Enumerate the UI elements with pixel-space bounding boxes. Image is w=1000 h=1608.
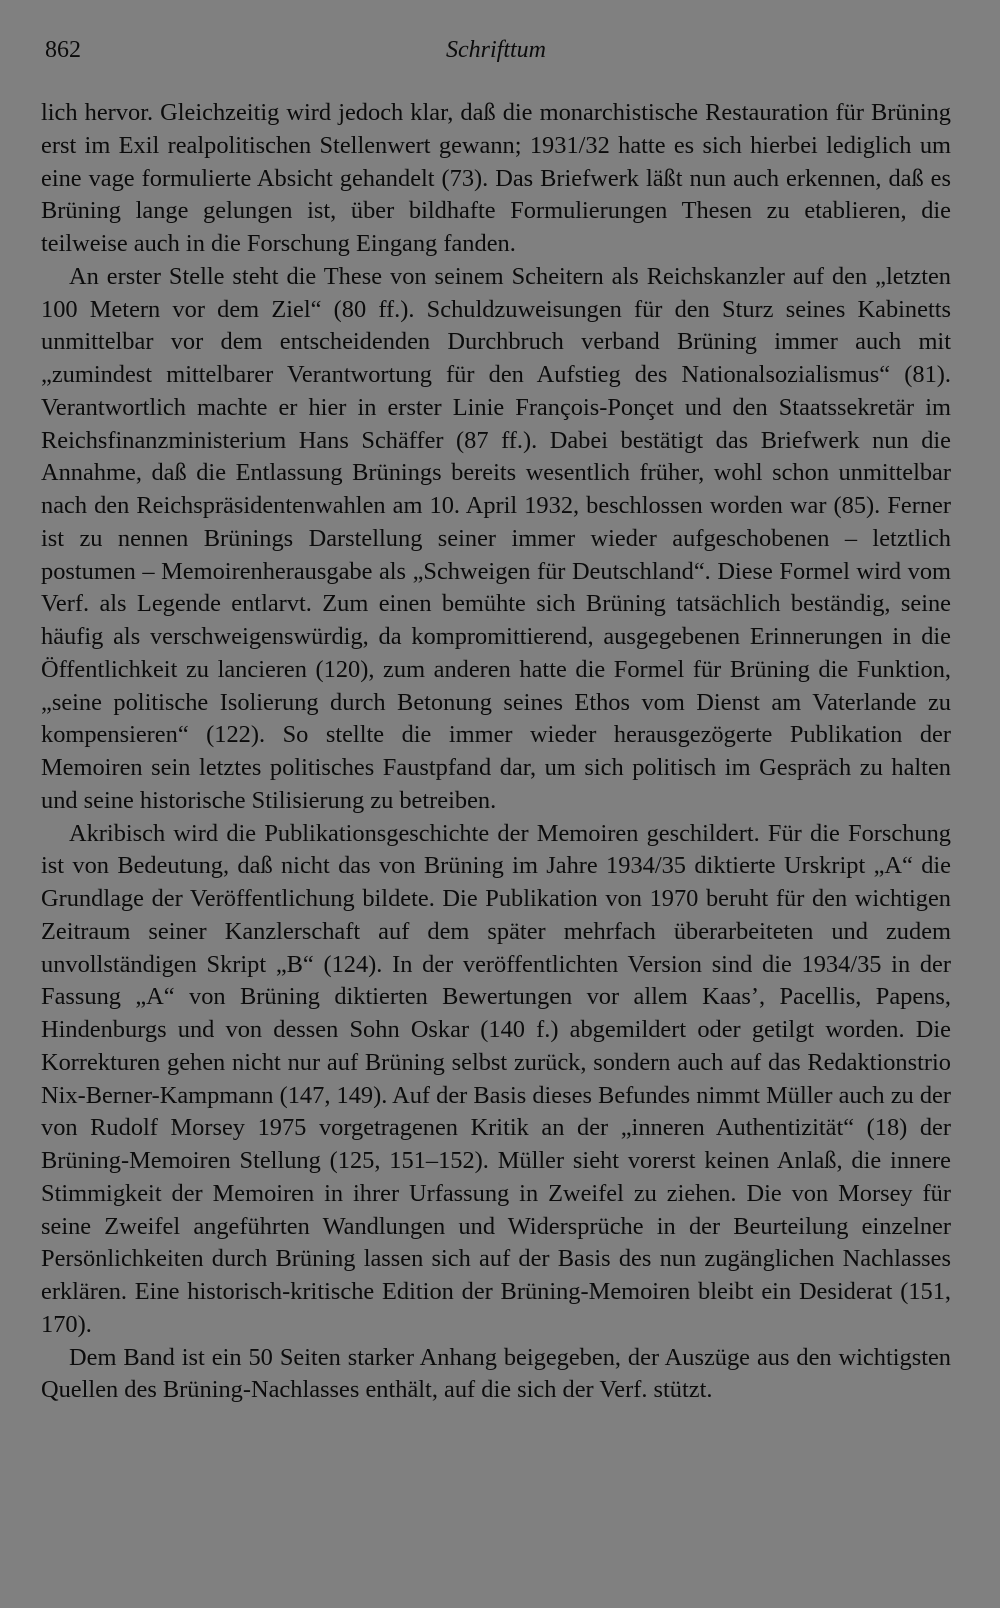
paragraph: Dem Band ist ein 50 Seiten starker Anhang beigegeben, der Auszüge aus den wichtigsten Quellen des Brüning-Nachlasses enthält, auf die sich der Verf. stützt. (41, 1343, 951, 1404)
running-title: Schrifttum (446, 37, 546, 63)
paragraph: Akribisch wird die Publikationsgeschichte der Memoiren geschildert. Für die Forschung ist von Bedeutung, daß nicht das von Brüning im Jahre 1934/35 diktierte Urskript „A“ die Grundlage der Veröffentlichung bildete. Die Publikation von 1970 beruht für den wichtigen Zeitraum seiner Kanzlerschaft auf dem später mehrfach überarbeiteten und zudem unvollständigen Skript „B“ (124). In der veröffentlichten Version sind die 1934/35 in der Fassung „A“ von Brüning diktierten Bewertungen vor allem Kaas’, Pacellis, Papens, Hindenburgs und von dessen Sohn Oskar (140 f.) abgemildert oder getilgt worden. Die Korrekturen gehen nicht nur auf Brüning selbst zurück, sondern auch auf das Redaktionstrio Nix-Berner-Kampmann (147, 149). Auf der Basis dieses Befundes nimmt Müller auch zu der von Rudolf Morsey 1975 vorgetragenen Kritik an der „inneren Authentizität“ (18) der Brüning-Memoiren Stellung (125, 151–152). Müller sieht vorerst keinen Anlaß, die innere Stimmigkeit der Memoiren in ihrer Urfassung in Zweifel zu ziehen. Die von Morsey für seine Zweifel angeführten Wandlungen und Widersprüche in der Beurteilung einzelner Persönlichkeiten durch Brüning lassen sich auf der Basis des nun zugänglichen Nachlasses erklären. Eine historisch-kritische Edition der Brüning-Memoiren bleibt ein Desiderat (151, 170). (41, 819, 951, 1338)
paragraph: An erster Stelle steht die These von seinem Scheitern als Reichskanzler auf den „letzten 100 Metern vor dem Ziel“ (80 ff.). Schuldzuweisungen für den Sturz seines Kabinetts unmittelbar vor dem entscheidenden Durchbruch verband Brüning immer auch mit „zumindest mittelbarer Verantwortung für den Aufstieg des Nationalsozialismus“ (81). Verantwortlich machte er hier in erster Linie François-Ponçet und den Staatssekretär im Reichsfinanzministerium Hans Schäffer (87 ff.). Dabei bestätigt das Briefwerk nun die Annahme, daß die Entlassung Brünings bereits wesentlich früher, wohl schon unmittelbar nach den Reichspräsidentenwahlen am 10. April 1932, beschlossen worden war (85). Ferner ist zu nennen Brünings Darstellung seiner immer wieder aufgeschobenen – letztlich postumen – Memoirenherausgabe als „Schweigen für Deutschland“. Diese Formel wird vom Verf. als Legende entlarvt. Zum einen bemühte sich Brüning tatsächlich beständig, seine häufig als verschweigenswürdig, da kompromittierend, ausgegebenen Erinnerungen in die Öffentlichkeit zu lancieren (120), zum anderen hatte die Formel für Brüning die Funktion, „seine politische Isolierung durch Betonung seines Ethos vom Dienst am Vaterlande zu kompensieren“ (122). So stellte die immer wieder herausgezögerte Publikation der Memoiren sein letztes politisches Faustpfand dar, um sich politisch im Gespräch zu halten und seine historische Stilisierung zu betreiben. (41, 262, 951, 814)
running-head (41, 30, 951, 70)
book-page (41, 30, 951, 1590)
body-text (41, 97, 951, 1407)
page-number: 862 (45, 37, 81, 63)
paragraph-continued: lich hervor. Gleichzeitig wird jedoch klar, daß die monarchistische Restauration für Brüning erst im Exil realpolitischen Stellenwert gewann; 1931/32 hatte es sich hierbei lediglich um eine vage formulierte Absicht gehandelt (73). Das Briefwerk läßt nun auch erkennen, daß es Brüning lange gelungen ist, über bildhafte Formulierungen Thesen zu etablieren, die teilweise auch in die Forschung Eingang fanden. (41, 99, 951, 257)
